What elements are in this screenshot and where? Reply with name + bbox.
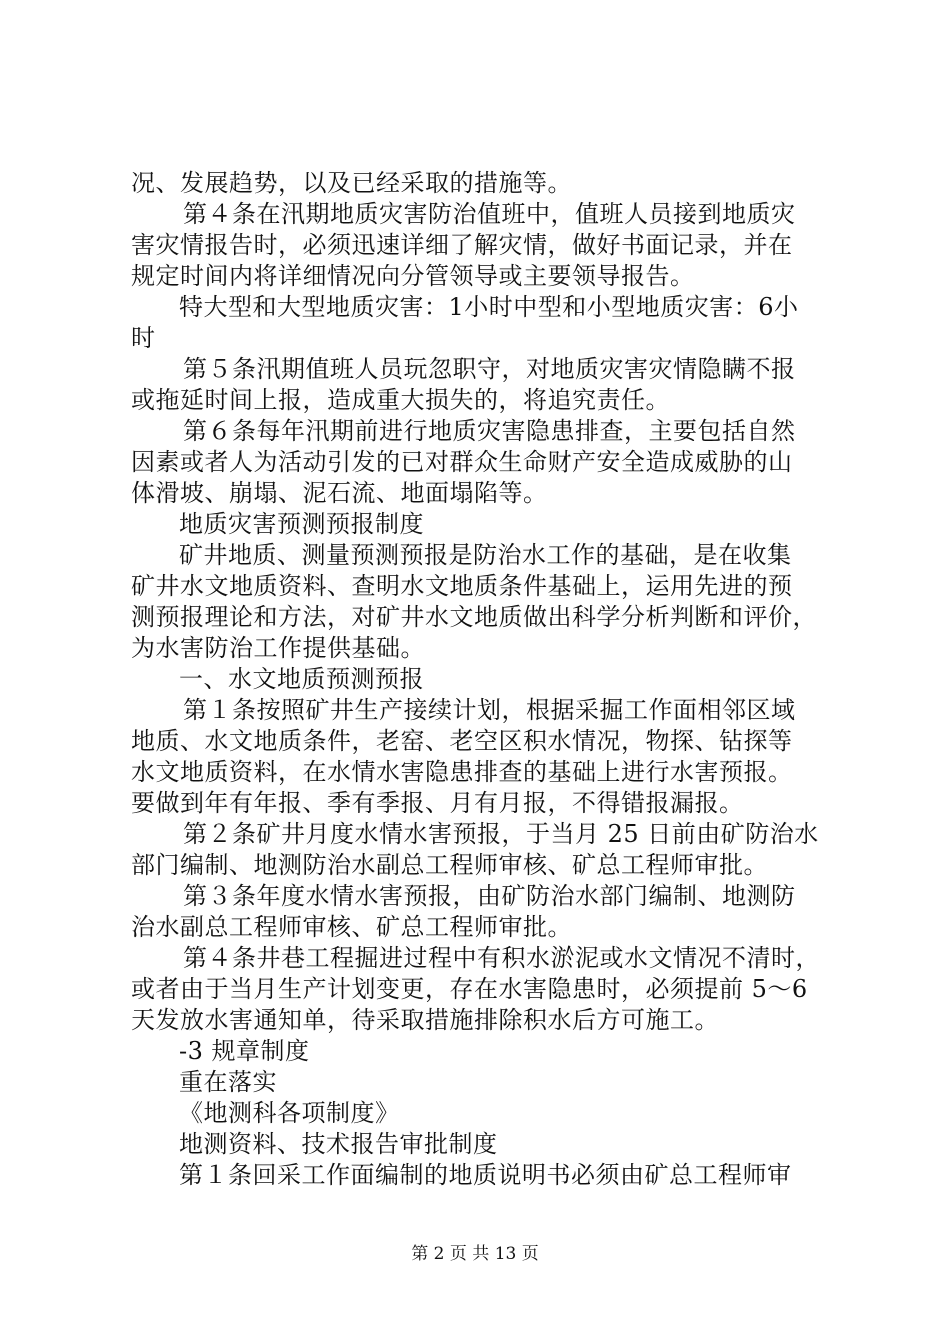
text-line: 时	[131, 324, 156, 352]
text-line: 水文地质资料，在水情水害隐患排查的基础上进行水害预报。	[131, 758, 793, 786]
text-line: 害灾情报告时，必须迅速详细了解灾情，做好书面记录，并在	[131, 231, 793, 259]
text-line: 天发放水害通知单，待采取措施排除积水后方可施工。	[131, 1006, 719, 1034]
page-number-label: 第 2 页 共 13 页	[411, 1244, 539, 1264]
text-line: 或拖延时间上报，造成重大损失的，将追究责任。	[131, 386, 670, 414]
text-line: 测预报理论和方法，对矿井水文地质做出科学分析判断和评价，	[131, 603, 817, 631]
text-line: 第１条按照矿井生产接续计划，根据采掘工作面相邻区域	[183, 696, 796, 724]
text-line: 地质、水文地质条件，老窑、老空区积水情况，物探、钻探等	[131, 727, 793, 755]
text-line: 况、发展趋势，以及已经采取的措施等。	[131, 169, 572, 197]
text-line: 治水副总工程师审核、矿总工程师审批。	[131, 913, 572, 941]
text-line: 部门编制、地测防治水副总工程师审核、矿总工程师审批。	[131, 851, 768, 879]
text-line: 为水害防治工作提供基础。	[131, 634, 425, 662]
text-line: -3 规章制度	[179, 1037, 310, 1065]
text-line: 特大型和大型地质灾害：1小时中型和小型地质灾害：6小	[179, 293, 799, 321]
text-line: 地测资料、技术报告审批制度	[179, 1130, 498, 1158]
text-line: 重在落实	[179, 1068, 277, 1096]
text-line: 因素或者人为活动引发的已对群众生命财产安全造成威胁的山	[131, 448, 793, 476]
text-line: 第２条矿井月度水情水害预报，于当月 25 日前由矿防治水	[183, 820, 819, 848]
text-line: 矿井地质、测量预测预报是防治水工作的基础，是在收集	[179, 541, 792, 569]
text-line: 《地测科各项制度》	[179, 1099, 400, 1127]
text-line: 第４条井巷工程掘进过程中有积水淤泥或水文情况不清时，	[183, 944, 820, 972]
text-line: 一、水文地质预测预报	[179, 665, 424, 693]
text-line: 第４条在汛期地质灾害防治值班中，值班人员接到地质灾	[183, 200, 796, 228]
text-line: 矿井水文地质资料、查明水文地质条件基础上，运用先进的预	[131, 572, 793, 600]
text-line: 规定时间内将详细情况向分管领导或主要领导报告。	[131, 262, 695, 290]
text-line: 体滑坡、崩塌、泥石流、地面塌陷等。	[131, 479, 548, 507]
text-line: 第５条汛期值班人员玩忽职守，对地质灾害灾情隐瞒不报	[183, 355, 796, 383]
text-line: 第６条每年汛期前进行地质灾害隐患排查，主要包括自然	[183, 417, 796, 445]
text-line: 第３条年度水情水害预报，由矿防治水部门编制、地测防	[183, 882, 796, 910]
text-line: 地质灾害预测预报制度	[179, 510, 424, 538]
text-line: 要做到年有年报、季有季报、月有月报，不得错报漏报。	[131, 789, 744, 817]
text-line: 或者由于当月生产计划变更，存在水害隐患时，必须提前 5～6	[131, 975, 808, 1003]
page-footer	[0, 1244, 950, 1264]
text-line: 第１条回采工作面编制的地质说明书必须由矿总工程师审	[179, 1161, 792, 1189]
document-body	[131, 168, 831, 1191]
